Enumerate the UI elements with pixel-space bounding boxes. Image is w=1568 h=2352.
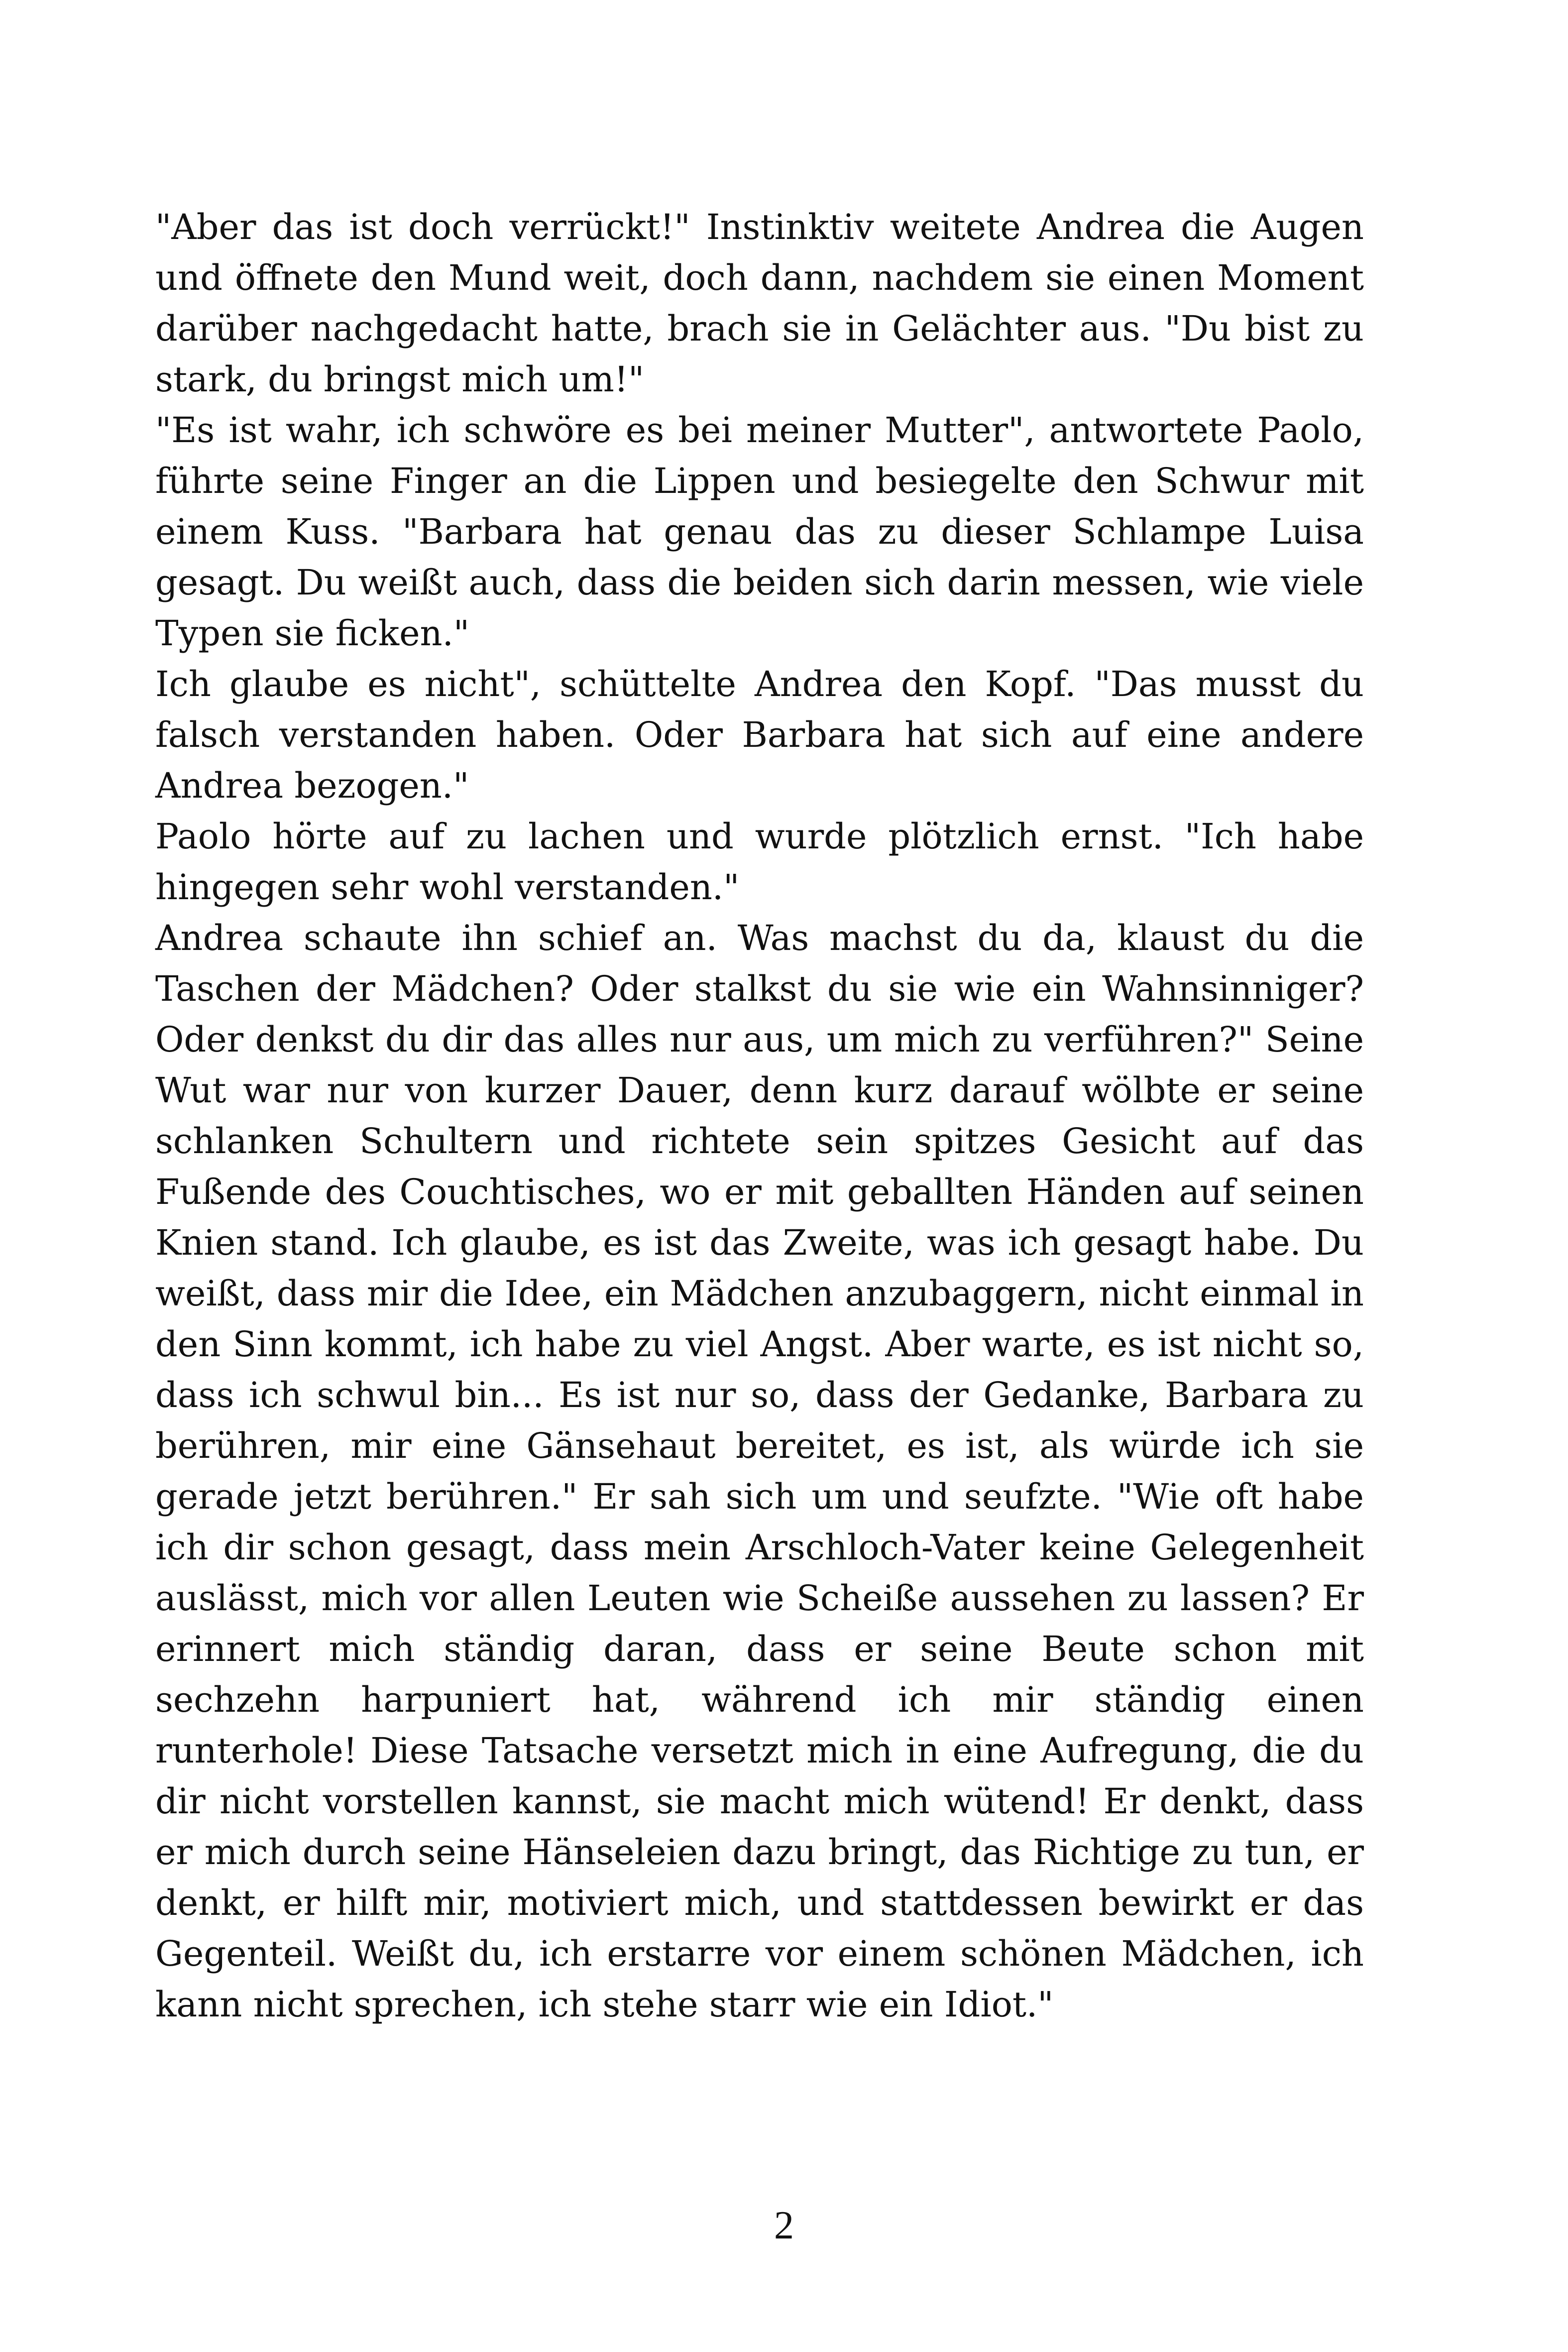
paragraph-2: "Es ist wahr, ich schwöre es bei meiner Mutter", antwortete Paolo, führte seine Finger an die Lippen und besiegelte den Schwur mit einem Kuss. "Barbara hat genau das zu dieser Schlampe Luisa gesagt. Du weißt auch, dass die beiden sich darin messen, wie viele Typen sie ficken." (155, 410, 1364, 654)
paragraph-4: Paolo hörte auf zu lachen und wurde plötzlich ernst. "Ich habe hingegen sehr wohl verstanden." (155, 816, 1364, 908)
paragraph-1: "Aber das ist doch verrückt!" Instinktiv weitete Andrea die Augen und öffnete den Mund weit, doch dann, nachdem sie einen Moment darüber nachgedacht hatte, brach sie in Gelächter aus. "Du bist zu stark, du bringst mich um!" (155, 207, 1364, 400)
paragraph-5: Andrea schaute ihn schief an. Was machst du da, klaust du die Taschen der Mädchen? Oder stalkst du sie wie ein Wahnsinniger? Oder denkst du dir das alles nur aus, um mich zu verführen?" Seine Wut war nur von kurzer Dauer, denn kurz darauf wölbte er seine schlanken Schultern und richtete sein spitzes Gesicht auf das Fußende des Couchtisches, wo er mit geballten Händen auf seinen Knien stand. Ich glaube, es ist das Zweite, was ich gesagt habe. Du weißt, dass mir die Idee, ein Mädchen anzubaggern, nicht einmal in den Sinn kommt, ich habe zu viel Angst. Aber warte, es ist nicht so, dass ich schwul bin... Es ist nur so, dass der Gedanke, Barbara zu berühren, mir eine Gänsehaut bereitet, es ist, als würde ich sie gerade jetzt berühren." Er sah sich um und seufzte. "Wie oft habe ich dir schon gesagt, dass mein Arschloch-Vater keine Gelegenheit auslässt, mich vor allen Leuten wie Scheiße aussehen zu lassen? Er erinnert mich ständig daran, dass er seine Beute schon mit sechzehn harpuniert hat, während ich mir ständig einen runterhole! Diese Tatsache versetzt mich in eine Aufregung, die du dir nicht vorstellen kannst, sie macht mich wütend! Er denkt, dass er mich durch seine Hänseleien dazu bringt, das Richtige zu tun, er denkt, er hilft mir, motiviert mich, und stattdessen bewirkt er das Gegenteil. Weißt du, ich erstarre vor einem schönen Mädchen, ich kann nicht sprechen, ich stehe starr wie ein Idiot." (155, 918, 1364, 2025)
page-number: 2 (774, 2204, 794, 2247)
body-text (155, 202, 1364, 2030)
paragraph-3: Ich glaube es nicht", schüttelte Andrea den Kopf. "Das musst du falsch verstanden haben. Oder Barbara hat sich auf eine andere Andrea bezogen." (155, 664, 1364, 806)
